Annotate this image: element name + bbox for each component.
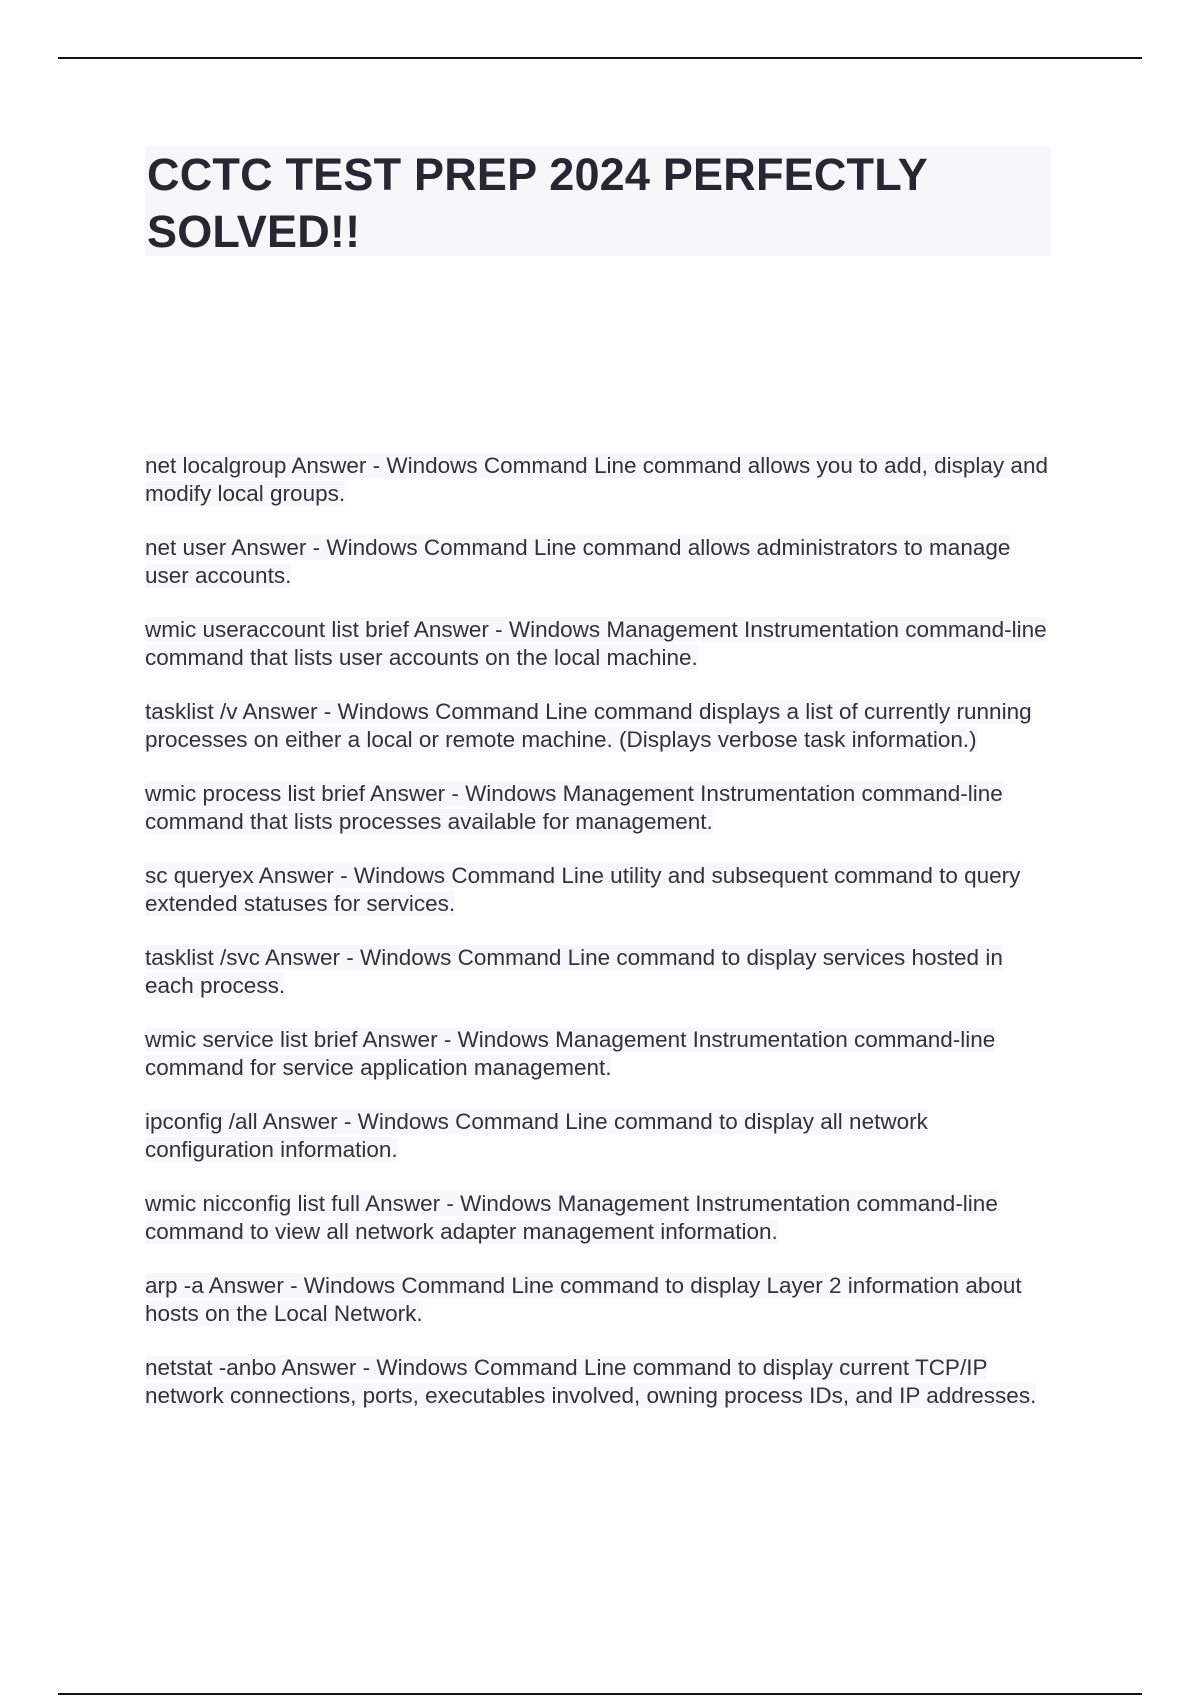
qa-entry xyxy=(145,452,1055,507)
qa-entry xyxy=(145,1272,1055,1327)
qa-entry-text: arp -a Answer - Windows Command Line command to display Layer 2 information about hosts on the Local Network. xyxy=(145,1273,1022,1326)
qa-entry xyxy=(145,780,1055,835)
qa-entry xyxy=(145,944,1055,999)
qa-entry-text: ipconfig /all Answer - Windows Command Line command to display all network configuration information. xyxy=(145,1109,928,1162)
qa-entry xyxy=(145,1190,1055,1245)
title-block xyxy=(145,146,1051,256)
qa-entry xyxy=(145,616,1055,671)
qa-entry xyxy=(145,1354,1055,1409)
qa-entry-text: wmic service list brief Answer - Windows Management Instrumentation command-line command for service application management. xyxy=(145,1027,996,1080)
bottom-divider xyxy=(58,1693,1142,1695)
top-divider xyxy=(58,57,1142,59)
qa-entry-text: net localgroup Answer - Windows Command Line command allows you to add, display and modify local groups. xyxy=(145,453,1048,506)
qa-entry xyxy=(145,534,1055,589)
qa-entry xyxy=(145,1108,1055,1163)
qa-entry-text: sc queryex Answer - Windows Command Line utility and subsequent command to query extended statuses for services. xyxy=(145,863,1021,916)
qa-entry-text: tasklist /v Answer - Windows Command Line command displays a list of currently running processes on either a local or remote machine. (Displays verbose task information.) xyxy=(145,699,1032,752)
qa-entry xyxy=(145,1026,1055,1081)
qa-entry xyxy=(145,698,1055,753)
qa-entry-text: tasklist /svc Answer - Windows Command Line command to display services hosted in each process. xyxy=(145,945,1003,998)
qa-list xyxy=(145,452,1055,1436)
document-title: CCTC TEST PREP 2024 PERFECTLY SOLVED!! xyxy=(147,149,928,257)
qa-entry-text: net user Answer - Windows Command Line command allows administrators to manage user accounts. xyxy=(145,535,1011,588)
qa-entry xyxy=(145,862,1055,917)
qa-entry-text: wmic useraccount list brief Answer - Windows Management Instrumentation command-line command that lists user accounts on the local machine. xyxy=(145,617,1047,670)
qa-entry-text: wmic nicconfig list full Answer - Windows Management Instrumentation command-line command to view all network adapter management information. xyxy=(145,1191,998,1244)
qa-entry-text: wmic process list brief Answer - Windows Management Instrumentation command-line command that lists processes available for management. xyxy=(145,781,1003,834)
qa-entry-text: netstat -anbo Answer - Windows Command Line command to display current TCP/IP network connections, ports, executables involved, owning process IDs, and IP addresses. xyxy=(145,1355,1037,1408)
